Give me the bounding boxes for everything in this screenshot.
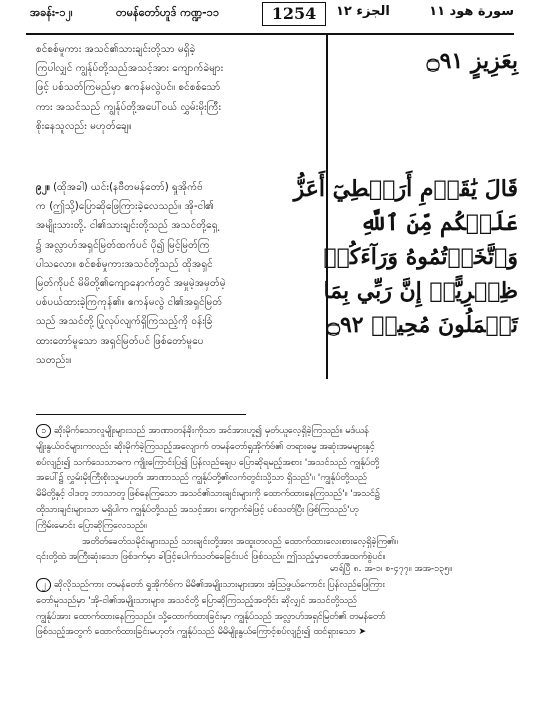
footnote-line: ထိုသားချင်းများသာ မရှိပါက ကျွန်ုပ်တို့သည် အသင့်အား ကျောက်ခဲဖြင့် ပစ်သတ်ပြီး ဖြစ်ကြသည်'ဟု <box>36 504 359 515</box>
footnote-1 <box>36 424 512 566</box>
footnote-line: စပ်လျဉ်း၍ သက်သေသာဓက ကျိုးကြောင်းပြ၍ ပြန်လည်ချေပ ပြောဆိုရမည့်အစား 'အသင်သည် ကျွန်ုပ်တို့ <box>36 457 379 468</box>
text-line: သည် အသင်တို့ ပြုလုပ်လျက်ရှိကြသည့်ကို ဝန်းခြံ <box>36 316 213 328</box>
arabic-line: وَٱتَّخَذۡتُمُوهُ وَرَآءَكُمۡ <box>323 244 518 270</box>
translation-paragraph-91 <box>36 40 320 136</box>
text-line: ထားတော်မူသော အရှင်မြတ်ပင် ဖြစ်တော်မူပေ <box>36 335 204 347</box>
text-line: ကား အသင်သည် ကျွန်ုပ်တို့အပေါ်ဝယ် လွှမ်းမိုးကြီး <box>36 101 222 113</box>
text-line: မြတ်ကိုပင် မိမိတို့၏ကျောနောက်တွင် အမှုမဲ့အမှတ်မဲ့ <box>36 277 226 289</box>
header-section: တမန်တော်ဟူဒ် ကဏ္ဍ-၁၁ <box>116 6 220 19</box>
arabic-verse-92 <box>293 172 518 342</box>
text-line: ၌ အလ္လာဟ်အရှင်မြတ်ထက်ပင် ပို၍ မြင့်မြတ်ကြ <box>36 239 210 251</box>
header-surah: سورة هود ١١ <box>429 4 514 19</box>
text-line: ကြပါလျှင် ကျွန်ုပ်တို့သည်အသင့်အား ကျောက်ခဲများ <box>36 63 224 75</box>
footnote-line: မျိုးနွယ်ဝင်များကလည်း ဆိုးမိုက်ခဲ့ကြသည့်အလျောက် တမန်တော်ရှုအိုက်ဗ်၏ တရားဓမ္မ အဆုံးအမများနှင့် <box>36 441 375 452</box>
footnote-line: အပေါ်၌ လွှမ်းမိုးကြီးစိုးသူမဟုတ်၊ အာဏာသည် ကျွန်ုပ်တို့၏လက်တွင်းသို့သာ ရှိသည်'။ 'ကျွန်ုပ်တို့သည် <box>36 473 367 484</box>
page-number: 1254 <box>262 2 326 26</box>
footnote-line: ကြိမ်းမောင်း ပြောဆိုကြလေသည်။ <box>36 520 147 531</box>
text-line: (ထိုအခါ) ယင်း(နဗီတမန်တော်) ရှုအိုက်ဗ် <box>53 182 204 193</box>
footnote-marker: ၂ <box>36 578 51 592</box>
arabic-line: ظِهۡرِيًّاۖ إِنَّ رَبِّي بِمَا <box>323 278 518 304</box>
arabic-line: قَالَ يَٰقَوۡمِ أَرَهۡطِيٓ أَعَزُّ <box>293 176 518 202</box>
text-line: က (ဤသို့)ပြောဆိုဖြေကြားခဲ့လေသည်။ အို-ငါ၏ <box>36 201 215 213</box>
page-header <box>0 0 540 34</box>
footnote-line: ဖြစ်သည့်အတွက် ထောက်ထားခြင်းမဟုတ်၊ ကျွန်ုပ်သည် မိမိမျိုးနွယ်ကြောင့်စပ်လျဉ်း၍ ထင်ရှားသော ➤ <box>36 627 367 638</box>
arabic-line: تَعۡمَلُونَ مُحِيطٞ ۝٩٢ <box>327 312 518 338</box>
footnote-reference: မာရ်ပြီ ၈. အ-၁၊ စ-၄၇၇။ အအ-၁၃၅။ <box>330 564 453 574</box>
footnote-2 <box>36 578 512 641</box>
text-line: ပါသလော။ စင်စစ်မှုကားအသင်တို့သည် ထိုအရှင် <box>36 258 213 270</box>
footnote-marker: ၁ <box>36 424 51 438</box>
footnote-line: အတိတ်ခေတ်သမိုင်းများသည် သားချင်းတို့အား အထူးတလည် ထောက်ထားလေးစားလေ့ရှိခဲ့ကြ၏။ <box>82 536 398 547</box>
text-line: ဖြင့် ပစ်သတ်ကြမည်မှာ ဧကန်မလွဲပင်။ စင်စစ်သော် <box>36 82 221 94</box>
arabic-line: بِعَزِيزٍ ۝٩١ <box>426 48 518 74</box>
translation-paragraph-92 <box>36 178 320 370</box>
footnote-line: ၎င်းတို့ထဲ အကြီးဆုံးသော ဖြစ်ဒက်မှာ ခါဒြင့်ပေါက်သတ်ခေခြင်းပင် ဖြစ်သည်။ ဤသည့်မှာတော်အထက်စွဲပင်။ <box>36 552 386 563</box>
text-line: သတည်း။ <box>36 354 72 366</box>
header-rule <box>26 33 514 35</box>
footnote-line: တော်မူသည်မှာ 'အို-ငါ၏အမျိုးသားများ၊ အသင်တို့ ပြောဆိုကြသည့်အတိုင်း ဆိုလျှင် အသင်တို့သည် <box>36 595 357 606</box>
text-line: ပစ်ပယ်ထားခဲ့ကြကုန်၏။ ဧကန်မလွဲ ငါ၏အရှင်မြတ် <box>36 297 223 309</box>
header-chapter: အခန်း-၁၂၊ <box>30 6 73 19</box>
arabic-verse-91 <box>332 44 518 78</box>
header-juz: الجزء ١٢ <box>336 4 390 19</box>
footnote-line: ဆိုလိုသည်ကား တမန်တော် ရှုအိုက်ဗ်က မိမိ၏အမျိုးသားများအား အံ့သြဖွယ်ကောင်း ပြန်လည်ဖြေကြား <box>54 580 385 590</box>
verse-number: ၉၂။ <box>36 182 50 193</box>
footnote-line: မိမိတို့နှင့် ဝါဒတူ ဘာသာတူ ဖြစ်နေကြသော အသင်၏သားချင်းများကို ထောက်ထားနေကြသည်'။ 'အသင်၌ <box>36 489 380 500</box>
footnote-line: ကျွန်ုပ်အား ထောက်ထားနေကြသည်။ သို့ထောက်ထားခြင်းမှာ ကျွန်ုပ်သည် အလ္လာဟ်အရှင်မြတ်၏ တမန်တော် <box>36 611 386 622</box>
footnote-rule <box>36 414 246 415</box>
arabic-line: عَلَيۡكُم مِّنَ ٱللَّهِ <box>360 210 518 236</box>
footnote-line: ဆိုးမိုက်သောလူမျိုးများသည် အာဏာတန်ခိုးကိုသာ အင်အားဟူ၍ မှတ်ယူလေ့ရှိခဲ့ကြသည်။ မဒ်ယန် <box>54 426 369 436</box>
text-line: အမျိုးသားတို့. ငါ၏သားချင်းတို့သည် အသင်တို့ရှေ့ <box>36 220 218 232</box>
text-line: စင်စစ်မူကား အသင်၏သားချင်းတို့သာ မရှိခဲ့ <box>36 44 196 55</box>
text-line: စိုးနေသူလည်း မဟုတ်ချေ။ <box>36 120 132 132</box>
